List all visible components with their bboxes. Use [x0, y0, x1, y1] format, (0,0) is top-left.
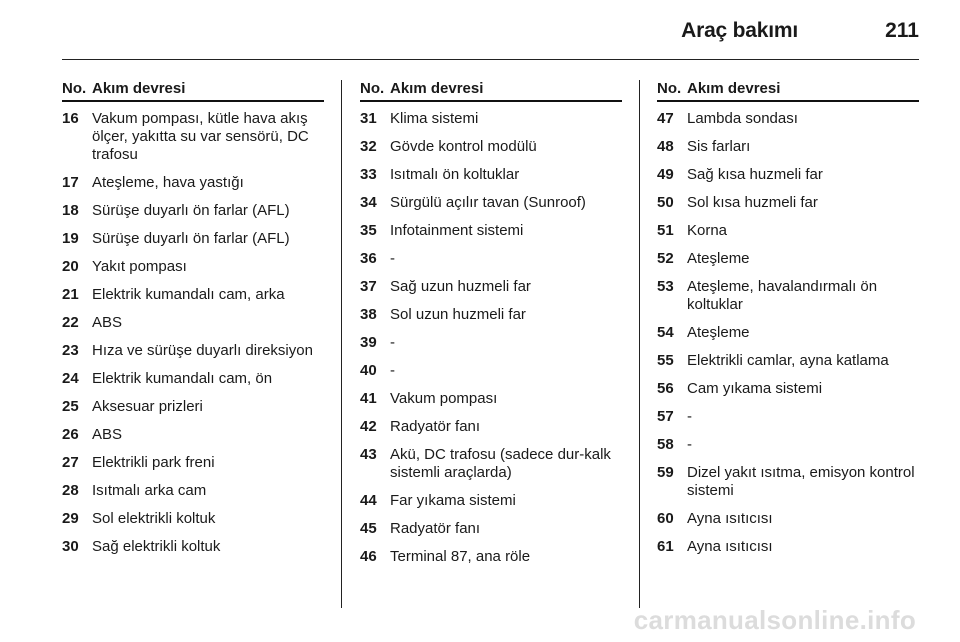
fuse-number: 28	[62, 482, 79, 499]
fuse-row	[657, 352, 919, 370]
circuit-description: Sol uzun huzmeli far	[390, 306, 526, 323]
fuse-number: 61	[657, 538, 674, 555]
circuit-description: Sağ elektrikli koltuk	[92, 538, 221, 555]
fuse-list	[62, 110, 324, 556]
fuse-number: 25	[62, 398, 79, 415]
column-divider	[639, 80, 640, 608]
fuse-row	[657, 510, 919, 528]
circuit-description: -	[687, 436, 692, 453]
circuit-description: Elektrik kumandalı cam, ön	[92, 370, 273, 387]
fuse-row	[62, 370, 324, 388]
circuit-description: Ateşleme	[687, 250, 750, 267]
fuse-number: 51	[657, 222, 674, 239]
circuit-description: Vakum pompası	[390, 390, 498, 407]
circuit-description: Ateşleme, havalandırmalı ön koltuklar	[687, 278, 878, 313]
fuse-column-2	[360, 80, 622, 576]
circuit-description: Sürüşe duyarlı ön farlar (AFL)	[92, 202, 290, 219]
column-header-no: No.	[657, 80, 682, 97]
fuse-row	[360, 278, 622, 296]
fuse-row	[62, 230, 324, 248]
fuse-number: 57	[657, 408, 674, 425]
fuse-number: 45	[360, 520, 377, 537]
fuse-row	[657, 408, 919, 426]
fuse-row	[62, 314, 324, 332]
fuse-number: 43	[360, 446, 377, 463]
fuse-row	[360, 166, 622, 184]
fuse-number: 34	[360, 194, 377, 211]
circuit-description: ABS	[92, 426, 123, 443]
circuit-description: Ateşleme	[687, 324, 750, 341]
fuse-number: 47	[657, 110, 674, 127]
fuse-row	[62, 258, 324, 276]
column-header	[62, 80, 324, 102]
page-number: 211	[885, 19, 919, 42]
fuse-number: 37	[360, 278, 377, 295]
fuse-number: 60	[657, 510, 674, 527]
fuse-number: 22	[62, 314, 79, 331]
fuse-number: 30	[62, 538, 79, 555]
header-divider	[62, 59, 919, 60]
circuit-description: Akü, DC trafosu (sadece dur-kalk sistemli araçlarda)	[390, 446, 611, 481]
fuse-list	[657, 110, 919, 556]
column-header-no: No.	[62, 80, 87, 97]
fuse-number: 56	[657, 380, 674, 397]
circuit-description: Ateşleme, hava yastığı	[92, 174, 244, 191]
circuit-description: -	[390, 362, 395, 379]
fuse-number: 55	[657, 352, 674, 369]
fuse-column-1	[62, 80, 324, 566]
fuse-number: 58	[657, 436, 674, 453]
fuse-number: 36	[360, 250, 377, 267]
circuit-description: Sürgülü açılır tavan (Sunroof)	[390, 194, 586, 211]
fuse-list	[360, 110, 622, 566]
column-header	[360, 80, 622, 102]
column-header-no: No.	[360, 80, 385, 97]
fuse-row	[62, 426, 324, 444]
fuse-row	[360, 492, 622, 510]
circuit-description: Isıtmalı arka cam	[92, 482, 207, 499]
fuse-number: 20	[62, 258, 79, 275]
fuse-row	[657, 138, 919, 156]
fuse-number: 35	[360, 222, 377, 239]
column-header-circuit: Akım devresi	[687, 80, 781, 97]
column-divider	[341, 80, 342, 608]
fuse-row	[657, 110, 919, 128]
circuit-description: Radyatör fanı	[390, 520, 481, 537]
fuse-row	[657, 222, 919, 240]
circuit-description: Radyatör fanı	[390, 418, 481, 435]
fuse-row	[360, 362, 622, 380]
fuse-number: 19	[62, 230, 79, 247]
fuse-row	[360, 548, 622, 566]
fuse-number: 21	[62, 286, 79, 303]
circuit-description: Elektrik kumandalı cam, arka	[92, 286, 285, 303]
fuse-row	[657, 436, 919, 454]
fuse-number: 29	[62, 510, 79, 527]
fuse-row	[360, 110, 622, 128]
fuse-number: 49	[657, 166, 674, 183]
fuse-row	[360, 334, 622, 352]
fuse-row	[62, 454, 324, 472]
circuit-description: Korna	[687, 222, 728, 239]
fuse-number: 33	[360, 166, 377, 183]
fuse-row	[657, 380, 919, 398]
fuse-row	[657, 538, 919, 556]
circuit-description: Elektrikli camlar, ayna katlama	[687, 352, 889, 369]
fuse-row	[62, 110, 324, 164]
fuse-number: 38	[360, 306, 377, 323]
fuse-number: 39	[360, 334, 377, 351]
circuit-description: Sürüşe duyarlı ön farlar (AFL)	[92, 230, 290, 247]
circuit-description: Aksesuar prizleri	[92, 398, 203, 415]
fuse-row	[657, 166, 919, 184]
fuse-number: 52	[657, 250, 674, 267]
fuse-row	[657, 324, 919, 342]
fuse-number: 24	[62, 370, 79, 387]
circuit-description: -	[687, 408, 692, 425]
column-header-circuit: Akım devresi	[92, 80, 186, 97]
fuse-number: 17	[62, 174, 79, 191]
fuse-row	[62, 342, 324, 360]
circuit-description: Sağ kısa huzmeli far	[687, 166, 823, 183]
circuit-description: Sis farları	[687, 138, 751, 155]
fuse-row	[62, 174, 324, 192]
fuse-row	[360, 390, 622, 408]
fuse-row	[360, 250, 622, 268]
fuse-row	[360, 446, 622, 482]
fuse-number: 32	[360, 138, 377, 155]
fuse-row	[62, 510, 324, 528]
circuit-description: Vakum pompası, kütle hava akış ölçer, yakıtta su var sensörü, DC trafosu	[92, 110, 309, 163]
circuit-description: Cam yıkama sistemi	[687, 380, 823, 397]
circuit-description: -	[390, 334, 395, 351]
circuit-description: Ayna ısıtıcısı	[687, 538, 773, 555]
fuse-row	[360, 138, 622, 156]
circuit-description: Terminal 87, ana röle	[390, 548, 531, 565]
page-title: Araç bakımı	[681, 19, 798, 42]
fuse-number: 46	[360, 548, 377, 565]
fuse-row	[360, 306, 622, 324]
circuit-description: Sol kısa huzmeli far	[687, 194, 818, 211]
circuit-description: Far yıkama sistemi	[390, 492, 516, 509]
fuse-number: 59	[657, 464, 674, 481]
fuse-row	[657, 250, 919, 268]
fuse-row	[360, 194, 622, 212]
fuse-number: 18	[62, 202, 79, 219]
fuse-row	[62, 482, 324, 500]
circuit-description: Infotainment sistemi	[390, 222, 524, 239]
circuit-description: Ayna ısıtıcısı	[687, 510, 773, 527]
circuit-description: Sol elektrikli koltuk	[92, 510, 216, 527]
fuse-row	[62, 286, 324, 304]
fuse-number: 26	[62, 426, 79, 443]
fuse-row	[360, 222, 622, 240]
fuse-number: 27	[62, 454, 79, 471]
fuse-row	[360, 520, 622, 538]
fuse-number: 54	[657, 324, 674, 341]
fuse-row	[360, 418, 622, 436]
fuse-number: 40	[360, 362, 377, 379]
fuse-row	[62, 538, 324, 556]
fuse-number: 48	[657, 138, 674, 155]
watermark: carmanualsonline.info	[633, 605, 916, 635]
fuse-number: 44	[360, 492, 377, 509]
circuit-description: Dizel yakıt ısıtma, emisyon kontrol sistemi	[687, 464, 915, 499]
circuit-description: Sağ uzun huzmeli far	[390, 278, 531, 295]
fuse-row	[657, 464, 919, 500]
circuit-description: Yakıt pompası	[92, 258, 187, 275]
fuse-number: 50	[657, 194, 674, 211]
fuse-row	[657, 194, 919, 212]
circuit-description: ABS	[92, 314, 123, 331]
circuit-description: Hıza ve sürüşe duyarlı direksiyon	[92, 342, 313, 359]
fuse-row	[62, 202, 324, 220]
fuse-number: 16	[62, 110, 79, 127]
fuse-number: 31	[360, 110, 377, 127]
circuit-description: -	[390, 250, 395, 267]
fuse-column-3	[657, 80, 919, 566]
fuse-number: 23	[62, 342, 79, 359]
fuse-row	[62, 398, 324, 416]
fuse-number: 42	[360, 418, 377, 435]
fuse-row	[657, 278, 919, 314]
column-header	[657, 80, 919, 102]
column-header-circuit: Akım devresi	[390, 80, 484, 97]
fuse-number: 53	[657, 278, 674, 295]
fuse-number: 41	[360, 390, 377, 407]
circuit-description: Klima sistemi	[390, 110, 479, 127]
circuit-description: Elektrikli park freni	[92, 454, 215, 471]
circuit-description: Isıtmalı ön koltuklar	[390, 166, 520, 183]
circuit-description: Lambda sondası	[687, 110, 798, 127]
circuit-description: Gövde kontrol modülü	[390, 138, 537, 155]
